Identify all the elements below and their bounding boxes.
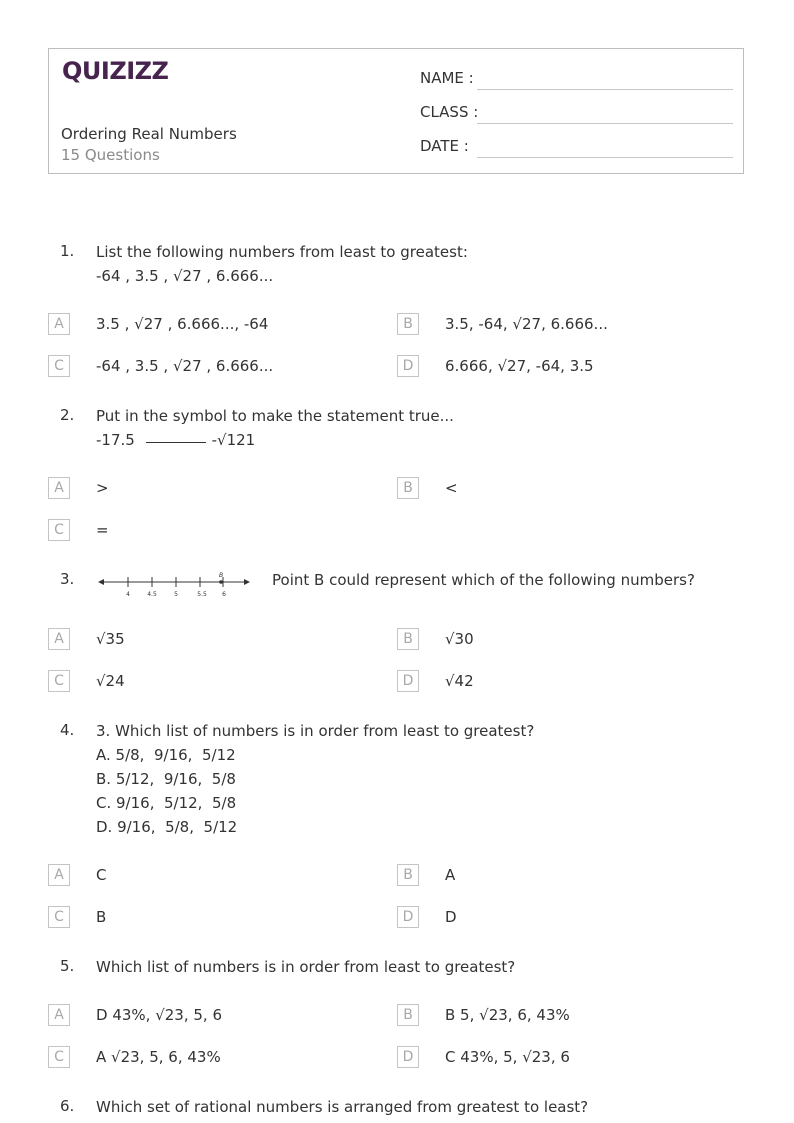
option-text: D 43%, √23, 5, 6 [96,1006,222,1024]
worksheet-title: Ordering Real Numbers [61,125,237,143]
date-line[interactable] [477,157,733,158]
option-letter-box[interactable]: B [397,864,419,886]
question-count: 15 Questions [61,146,160,164]
question-text-line: Put in the symbol to make the statement true... [96,407,454,425]
tick-label: 4 [126,591,130,598]
option-text: A [445,866,456,884]
number-line-figure [96,568,256,602]
option-text: -64 , 3.5 , √27 , 6.666... [96,357,274,375]
question-text-line: C. 9/16, 5/12, 5/8 [96,794,237,812]
option-letter-box[interactable]: D [397,1046,419,1068]
worksheet-header [48,48,744,174]
question-text-line: -64 , 3.5 , √27 , 6.666... [96,267,274,285]
question-number: 2. [60,406,75,424]
point-b-label: B [218,572,224,579]
option-letter-box[interactable]: C [48,519,70,541]
point-b-marker [219,580,223,584]
option-text: < [445,479,458,497]
option-text: > [96,479,109,497]
option-text: √42 [445,672,474,690]
option-letter-box[interactable]: B [397,313,419,335]
question-text-line: B. 5/12, 9/16, 5/8 [96,770,236,788]
question-text-line: List the following numbers from least to greatest: [96,243,468,261]
question-text-line: Which list of numbers is in order from least to greatest? [96,958,516,976]
option-letter-box[interactable]: A [48,313,70,335]
name-label: NAME : [420,69,474,87]
question-number: 3. [60,570,75,588]
option-text: √30 [445,630,474,648]
question-number: 5. [60,957,75,975]
question-text-line: 3. Which list of numbers is in order from least to greatest? [96,722,535,740]
option-letter-box[interactable]: C [48,355,70,377]
option-text: √35 [96,630,125,648]
option-text: = [96,521,109,539]
quizizz-logo: QUIZIZZ [62,57,169,85]
option-text: √24 [96,672,125,690]
tick-label: 6 [222,591,226,598]
expression-right: -√121 [211,431,256,449]
question-number: 4. [60,721,75,739]
name-line[interactable] [477,89,733,90]
expression-left: -17.5 [96,431,135,449]
option-letter-box[interactable]: A [48,864,70,886]
option-letter-box[interactable]: B [397,477,419,499]
option-text: 3.5, -64, √27, 6.666... [445,315,608,333]
option-letter-box[interactable]: D [397,355,419,377]
question-expression [96,428,255,452]
option-text: C [96,866,107,884]
option-letter-box[interactable]: D [397,906,419,928]
right-arrow-icon [244,579,250,585]
option-letter-box[interactable]: C [48,670,70,692]
option-letter-box[interactable]: A [48,628,70,650]
left-arrow-icon [98,579,104,585]
question-number: 1. [60,242,75,260]
tick-label: 4.5 [147,591,157,598]
tick-label: 5 [174,591,178,598]
class-label: CLASS : [420,103,479,121]
option-letter-box[interactable]: C [48,906,70,928]
question-text-line: A. 5/8, 9/16, 5/12 [96,746,236,764]
class-line[interactable] [477,123,733,124]
option-text: B [96,908,107,926]
option-letter-box[interactable]: A [48,477,70,499]
question-text-line: D. 9/16, 5/8, 5/12 [96,818,238,836]
option-letter-box[interactable]: D [397,670,419,692]
question-number: 6. [60,1097,75,1115]
option-letter-box[interactable]: A [48,1004,70,1026]
question-text-line: Which set of rational numbers is arranged from greatest to least? [96,1098,589,1116]
option-letter-box[interactable]: C [48,1046,70,1068]
option-text: C 43%, 5, √23, 6 [445,1048,570,1066]
option-text: 6.666, √27, -64, 3.5 [445,357,594,375]
question-text-line: Point B could represent which of the following numbers? [272,571,695,589]
option-text: D [445,908,457,926]
option-text: A √23, 5, 6, 43% [96,1048,221,1066]
tick-label: 5.5 [197,591,207,598]
option-text: 3.5 , √27 , 6.666..., -64 [96,315,269,333]
date-label: DATE : [420,137,469,155]
answer-blank[interactable] [146,442,206,443]
option-letter-box[interactable]: B [397,628,419,650]
option-letter-box[interactable]: B [397,1004,419,1026]
option-text: B 5, √23, 6, 43% [445,1006,570,1024]
